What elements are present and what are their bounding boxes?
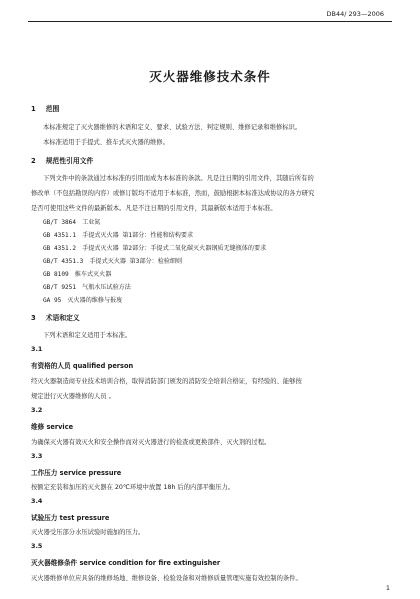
- section-2-paragraph: 修改单（不包括勘误的内容）或修订版均不适用于本标准，然而，鼓励根据本标准达成协议的各方研究: [31, 190, 315, 197]
- section-1-heading: [31, 103, 59, 113]
- section-title: 范围: [45, 105, 60, 113]
- term-number: 3.3: [31, 452, 43, 460]
- section-number: 3: [31, 314, 36, 322]
- reference-item: GB 4351.2 手提式灭火器 第2部分：手提式二氧化碳灭火器钢质无缝瓶体的要求: [43, 245, 267, 252]
- section-title: 术语和定义: [45, 314, 80, 322]
- reference-item: GB 4351.1 手提式灭火器 第1部分：性能和结构要求: [43, 232, 194, 239]
- reference-item: GB/T 4351.3 手提式灭火器 第3部分：检验细则: [43, 258, 183, 265]
- reference-item: GA 95 灭火器的维修与报废: [43, 297, 123, 304]
- term-definition: 按额定充装和加压的灭火器在 20℃环境中放置 18h 后的内部平衡压力。: [31, 484, 235, 491]
- term-definition: 灭火器维修单位应具备的维修场地、维修设备、检验设备和对维修质量管理实施有效控制的条件。: [31, 575, 302, 582]
- term-number: 3.1: [31, 345, 43, 353]
- document-title: 灭火器维修技术条件: [149, 69, 271, 84]
- term-number: 3.4: [31, 497, 43, 505]
- section-2-heading: [31, 155, 93, 165]
- term-definition: 经灭火器制造商专业技术培训合格，取得消防部门颁发的消防安全培训合格证，有经验的、能够按: [31, 378, 302, 385]
- term-heading: 维修 service: [31, 423, 74, 431]
- section-number: 2: [31, 157, 36, 165]
- term-definition: 灭火器受压部分水压试验时施加的压力。: [31, 529, 145, 536]
- page-number: 1: [385, 584, 390, 592]
- term-heading: 灭火器维修条件 service condition for fire extinguisher: [31, 559, 221, 567]
- header-rule: [28, 21, 392, 22]
- section-1-paragraph: 本标准适用于手提式、推车式灭火器的维修。: [43, 139, 169, 146]
- section-title: 规范性引用文件: [45, 157, 94, 165]
- section-1-paragraph: 本标准规定了灭火器维修的术语和定义、要求、试验方法、判定规则、维修记录和维修标识。: [43, 124, 302, 131]
- term-definition: 规定进行灭火器维修的人员 。: [31, 393, 115, 400]
- reference-item: GB 8109 推车式灭火器: [43, 271, 112, 278]
- section-2-paragraph: 是否可使用这些文件的最新版本。凡是不注日期的引用文件，其最新版本适用于本标准。: [31, 205, 277, 212]
- term-number: 3.2: [31, 406, 43, 414]
- reference-item: GB/T 9251 气瓶水压试验方法: [43, 284, 131, 291]
- standard-code: DB44/ 293—2006: [326, 10, 384, 18]
- section-3-intro: 下列术语和定义适用于本标准。: [43, 332, 132, 339]
- section-number: 1: [31, 105, 36, 113]
- term-definition: 为确保灭火器有效灭火和安全操作而对灭火器进行的检查或更换部件、灭火剂的过程。: [31, 439, 271, 446]
- term-heading: 工作压力 service pressure: [31, 469, 122, 477]
- section-3-heading: [31, 312, 80, 322]
- term-number: 3.5: [31, 542, 43, 550]
- term-heading: 试验压力 test pressure: [31, 514, 110, 522]
- section-2-paragraph: 下列文件中的条款通过本标准的引用而成为本标准的条款。凡是注日期的引用文件，其随后所有的: [43, 175, 314, 182]
- term-heading: 有资格的人员 qualified person: [31, 362, 134, 370]
- reference-item: GB/T 3864 工业氮: [43, 219, 101, 226]
